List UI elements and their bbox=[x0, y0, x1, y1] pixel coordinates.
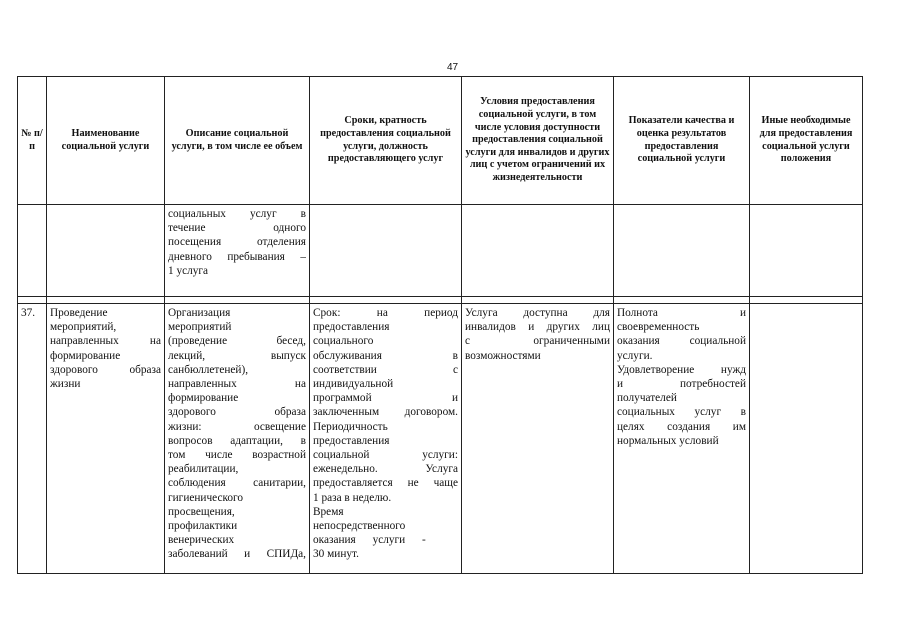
entry-description-line: здорового образа bbox=[168, 406, 306, 419]
entry-quality-line: и потребностей bbox=[617, 378, 746, 391]
entry-description-line: формирование bbox=[168, 392, 239, 405]
entry-description-line: жизни: освещение bbox=[168, 420, 306, 433]
entry-conditions-line: инвалидов и других лиц bbox=[465, 321, 610, 334]
header-number: № п/п bbox=[18, 77, 47, 205]
spacer-cell bbox=[18, 297, 47, 304]
entry-name-line: направленных на bbox=[50, 335, 161, 348]
entry-conditions-line: с ограниченными bbox=[465, 335, 610, 348]
continuation-description-line: дневного пребывания – bbox=[168, 250, 306, 263]
entry-description-line: просвещения, bbox=[168, 505, 235, 518]
entry-quality-line: услуги. bbox=[617, 349, 653, 362]
header-description: Описание социальной услуги, в том числе ее объем bbox=[165, 77, 310, 205]
continuation-description-line: социальных услуг в bbox=[168, 208, 306, 220]
entry-description-line: венерических bbox=[168, 534, 235, 547]
entry-quality-line: нормальных условий bbox=[617, 434, 719, 447]
entry-terms-line: 30 минут. bbox=[313, 548, 359, 561]
spacer-cell bbox=[614, 297, 750, 304]
continuation-other-cell bbox=[750, 205, 863, 297]
table-row-entry-37 bbox=[18, 304, 863, 574]
entry-quality-line: социальных услуг в bbox=[617, 406, 746, 419]
entry-quality-line: оказания социальной bbox=[617, 335, 746, 348]
spacer-cell bbox=[165, 297, 310, 304]
entry-quality-line: Удовлетворение нужд bbox=[617, 363, 746, 376]
entry-quality-line: Полнота и bbox=[617, 307, 746, 319]
entry-description-line: том числе возрастной bbox=[168, 449, 306, 462]
entry-quality-line: получателей bbox=[617, 392, 677, 405]
entry-description-line: направленных на bbox=[168, 378, 306, 391]
entry-terms-line: 1 раза в неделю. bbox=[313, 491, 392, 504]
entry-conditions-line: возможностями bbox=[465, 349, 541, 362]
entry-terms-line: обслуживания в bbox=[313, 349, 458, 362]
entry-terms-cell bbox=[310, 304, 462, 574]
entry-terms-line: Срок: на период bbox=[313, 307, 458, 319]
continuation-number-cell bbox=[18, 205, 47, 297]
header-quality: Показатели качества и оценка результатов предоставления социальной услуги bbox=[614, 77, 750, 205]
table-row-spacer bbox=[18, 297, 863, 304]
spacer-cell bbox=[462, 297, 614, 304]
entry-terms-line: Периодичность bbox=[313, 420, 388, 433]
entry-number-cell bbox=[18, 304, 47, 574]
header-other: Иные необходимые для предоставления социальной услуги положения bbox=[750, 77, 863, 205]
entry-terms-line: социальной услуги: bbox=[313, 449, 458, 462]
entry-other-cell bbox=[750, 304, 863, 574]
continuation-name-cell bbox=[47, 205, 165, 297]
entry-description-line: реабилитации, bbox=[168, 463, 239, 476]
entry-quality-line: своевременность bbox=[617, 321, 700, 334]
entry-name-line: жизни bbox=[50, 378, 81, 391]
entry-name-line: здорового образа bbox=[50, 363, 161, 376]
entry-terms-line: предоставления bbox=[313, 321, 390, 334]
entry-conditions-cell bbox=[462, 304, 614, 574]
continuation-quality-cell bbox=[614, 205, 750, 297]
entry-terms-line: Время bbox=[313, 505, 344, 518]
entry-description-line: соблюдения санитарии, bbox=[168, 477, 306, 490]
entry-terms-line: непосредственного bbox=[313, 520, 406, 533]
entry-terms-line: оказания услуги - bbox=[313, 534, 426, 547]
entry-description-line: мероприятий bbox=[168, 321, 232, 334]
entry-description-line: вопросов адаптации, в bbox=[168, 434, 306, 447]
continuation-conditions-cell bbox=[462, 205, 614, 297]
entry-terms-line: индивидуальной bbox=[313, 378, 394, 391]
continuation-description-line: течение одного bbox=[168, 222, 306, 235]
continuation-description-line: 1 услуга bbox=[168, 264, 209, 277]
entry-name-cell bbox=[47, 304, 165, 574]
table-header-row bbox=[18, 77, 863, 205]
entry-description-cell bbox=[165, 304, 310, 574]
entry-terms-line: программой и bbox=[313, 392, 458, 405]
spacer-cell bbox=[310, 297, 462, 304]
continuation-description-line: посещения отделения bbox=[168, 236, 306, 249]
social-services-table bbox=[17, 76, 863, 574]
continuation-description-cell bbox=[165, 205, 310, 297]
header-service-name: Наименование социальной услуги bbox=[47, 77, 165, 205]
entry-quality-line: целях создания им bbox=[617, 420, 746, 433]
spacer-cell bbox=[750, 297, 863, 304]
entry-terms-line: предоставляется не чаще bbox=[313, 477, 458, 490]
table-row-continuation bbox=[18, 205, 863, 297]
entry-description-line: заболеваний и СПИДа, bbox=[168, 548, 306, 561]
entry-terms-line: социального bbox=[313, 335, 374, 348]
page-number: 47 bbox=[446, 62, 459, 73]
entry-name-line: формирование bbox=[50, 349, 121, 362]
header-terms: Сроки, кратность предоставления социальной услуги, должность предоставляющего услуг bbox=[310, 77, 462, 205]
entry-terms-line: предоставления bbox=[313, 434, 390, 447]
entry-description-line: Организация bbox=[168, 307, 231, 319]
entry-description-line: санбюллетеней), bbox=[168, 363, 249, 376]
entry-description-line: (проведение бесед, bbox=[168, 335, 306, 348]
header-conditions: Условия предоставления социальной услуги, в том числе условия доступности предоставления социальной услуги для инвалидов и других лиц с учетом ограничений их жизнедеятельности bbox=[462, 77, 614, 205]
spacer-cell bbox=[47, 297, 165, 304]
entry-description-line: лекций, выпуск bbox=[168, 349, 306, 362]
entry-description-line: гигиенического bbox=[168, 491, 244, 504]
entry-conditions-line: Услуга доступна для bbox=[465, 307, 610, 319]
entry-number: 37. bbox=[21, 307, 36, 319]
entry-name-line: Проведение bbox=[50, 307, 108, 319]
continuation-terms-cell bbox=[310, 205, 462, 297]
entry-description-line: профилактики bbox=[168, 520, 238, 533]
entry-name-line: мероприятий, bbox=[50, 321, 117, 334]
entry-quality-cell bbox=[614, 304, 750, 574]
entry-terms-line: еженедельно. Услуга bbox=[313, 463, 458, 476]
entry-terms-line: заключенным договором. bbox=[313, 406, 458, 419]
entry-terms-line: соответствии с bbox=[313, 363, 458, 376]
